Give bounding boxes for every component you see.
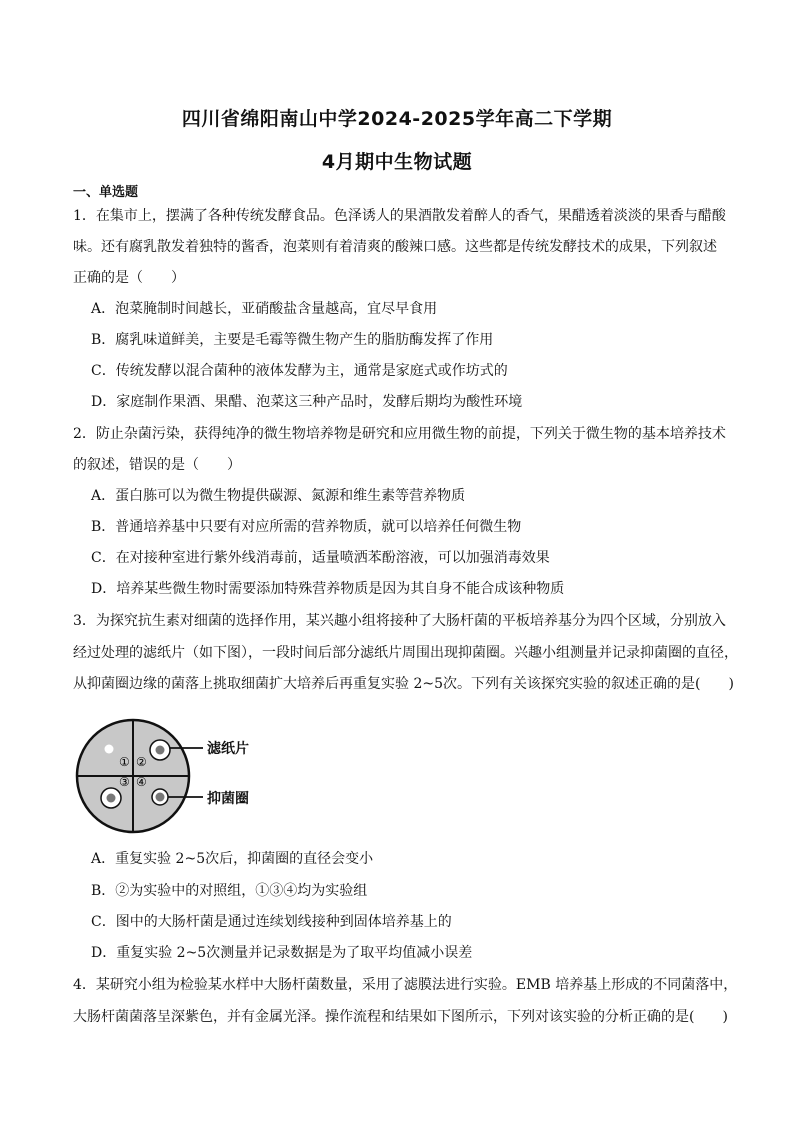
- q4-stem-line2: 大肠杆菌菌落呈深紫色，并有金属光泽。操作流程和结果如下图所示，下列对该实验的分析正确的是( ): [73, 1009, 728, 1025]
- q3-stem-line2: 经过处理的滤纸片（如下图），一段时间后部分滤纸片周围出现抑菌圈。兴趣小组测量并记录抑菌圈的直径，: [73, 645, 738, 661]
- petri-dish-figure: [75, 718, 275, 842]
- region-label-2: ②: [136, 755, 147, 769]
- q3-option-b: B．②为实验中的对照组，①③④均为实验组: [91, 883, 368, 899]
- region-label-3: ③: [119, 775, 130, 789]
- figure-label-inhibition-zone: 抑菌圈: [207, 791, 249, 807]
- q3-stem-line3: 从抑菌圈边缘的菌落上挑取细菌扩大培养后再重复实验 2~5次。下列有关该探究实验的叙述正确的是( ): [73, 676, 734, 692]
- region-label-1: ①: [119, 755, 130, 769]
- q1-stem-line3: 正确的是（ ）: [73, 270, 185, 286]
- exam-title-line1: 四川省绵阳南山中学2024-2025学年高二下学期: [181, 108, 613, 130]
- filter-paper-region2: [156, 746, 165, 755]
- figure-label-filter-paper: 滤纸片: [207, 741, 249, 757]
- section-heading: 一、单选题: [73, 185, 139, 200]
- q1-option-c: C．传统发酵以混合菌种的液体发酵为主，通常是家庭式或作坊式的: [91, 363, 508, 379]
- q3-option-a: A．重复实验 2~5次后，抑菌圈的直径会变小: [91, 851, 374, 867]
- q3-option-d: D．重复实验 2~5次测量并记录数据是为了取平均值减小误差: [91, 945, 473, 961]
- region-label-4: ④: [136, 775, 147, 789]
- q1-option-d: D．家庭制作果酒、果醋、泡菜这三种产品时，发酵后期均为酸性环境: [91, 394, 523, 410]
- q3-stem-line1: 3．为探究抗生素对细菌的选择作用，某兴趣小组将接种了大肠杆菌的平板培养基分为四个区域，分别放入: [73, 613, 726, 629]
- q2-option-d: D．培养某些微生物时需要添加特殊营养物质是因为其自身不能合成该种物质: [91, 581, 565, 597]
- q2-stem-line2: 的叙述，错误的是（ ）: [73, 457, 241, 473]
- q4-stem-line1: 4．某研究小组为检验某水样中大肠杆菌数量，采用了滤膜法进行实验。EMB 培养基上形成的不同菌落中，: [73, 977, 738, 993]
- q1-option-b: B．腐乳味道鲜美，主要是毛霉等微生物产生的脂肪酶发挥了作用: [91, 332, 494, 348]
- filter-paper-region3: [107, 794, 116, 803]
- petri-dish-diagram: [75, 718, 275, 838]
- q2-option-c: C．在对接种室进行紫外线消毒前，适量喷洒苯酚溶液，可以加强消毒效果: [91, 550, 550, 566]
- q1-option-a: A．泡菜腌制时间越长，亚硝酸盐含量越高，宜尽早食用: [91, 301, 438, 317]
- q1-stem-line2: 味。还有腐乳散发着独特的酱香，泡菜则有着清爽的酸辣口感。这些都是传统发酵技术的成果，下列叙述: [73, 239, 717, 255]
- q2-option-a: A．蛋白胨可以为微生物提供碳源、氮源和维生素等营养物质: [91, 488, 466, 504]
- filter-paper-region4: [156, 793, 165, 802]
- filter-paper-region1: [105, 745, 114, 754]
- q2-option-b: B．普通培养基中只要有对应所需的营养物质，就可以培养任何微生物: [91, 519, 522, 535]
- q1-stem-line1: 1．在集市上，摆满了各种传统发酵食品。色泽诱人的果酒散发着醉人的香气，果醋透着淡淡的果香与醋酸: [73, 208, 726, 224]
- q2-stem-line1: 2．防止杂菌污染，获得纯净的微生物培养物是研究和应用微生物的前提，下列关于微生物的基本培养技术: [73, 426, 726, 442]
- exam-title-line2: 4月期中生物试题: [321, 151, 473, 173]
- q3-option-c: C．图中的大肠杆菌是通过连续划线接种到固体培养基上的: [91, 914, 452, 930]
